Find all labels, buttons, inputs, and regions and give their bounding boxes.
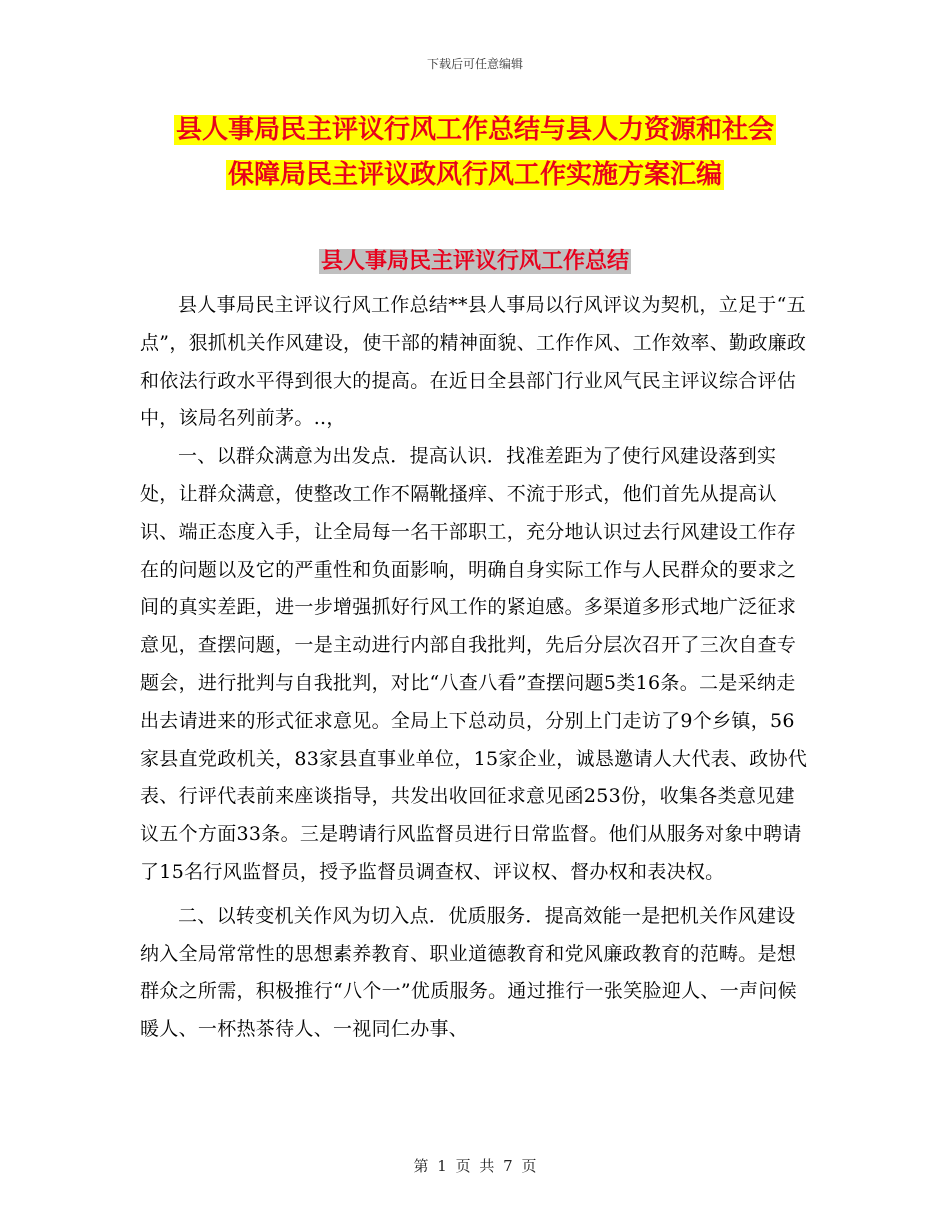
- page-footer: 第 1 页 共 7 页: [413, 1157, 537, 1175]
- body-paragraph-2: 一、以群众满意为出发点．提高认识．找准差距为了使行风建设落到实处，让群众满意，使整改工作不隔靴搔痒、不流于形式，他们首先从提高认识、端正态度入手，让全局每一名干部职工，充分地认识过去行风建设工作存在的问题以及它的严重性和负面影响，明确自身实际工作与人民群众的要求之间的真实差距，进一步增强抓好行风工作的紧迫感。多渠道多形式地广泛征求意见，查摆问题，一是主动进行内部自我批判，先后分层次召开了三次自查专题会，进行批判与自我批判，对比“八查八看”查摆问题5类16条。二是采纳走出去请进来的形式征求意见。全局上下总动员，分别上门走访了9个乡镇，56家县直党政机关，83家县直事业单位，15家企业，诚恳邀请人大代表、政协代表、行评代表前来座谈指导，共发出收回征求意见函253份，收集各类意见建议五个方面33条。三是聘请行风监督员进行日常监督。他们从服务对象中聘请了15名行风监督员，授予监督员调查权、评议权、督办权和表决权。: [140, 445, 808, 883]
- document-title-line-2: [0, 155, 950, 195]
- document-body: [140, 287, 810, 1049]
- header-note: 下载后可任意编辑: [426, 57, 523, 71]
- body-paragraph-1: 县人事局民主评议行风工作总结**县人事局以行风评议为契机，立足于“五点”，狠抓机关作风建设，使干部的精神面貌、工作作风、工作效率、勤政廉政和依法行政水平得到很大的提高。在近日全县部门行业风气民主评议综合评估中，该局名列前茅。..，: [140, 294, 807, 430]
- body-paragraph-3: 二、以转变机关作风为切入点．优质服务．提高效能一是把机关作风建设纳入全局常常性的思想素养教育、职业道德教育和党风廉政教育的范畴。是想群众之所需，积极推行“八个一”优质服务。通过推行一张笑脸迎人、一声问候暖人、一杯热茶待人、一视同仁办事、: [140, 904, 797, 1041]
- document-title-line-1: [0, 110, 950, 150]
- section-title: [0, 245, 950, 279]
- document-title-text-1: 县人事局民主评议行风工作总结与县人力资源和社会: [175, 115, 774, 145]
- section-title-text: 县人事局民主评议行风工作总结: [320, 249, 629, 274]
- document-title-text-2: 保障局民主评议政风行风工作实施方案汇编: [227, 160, 722, 190]
